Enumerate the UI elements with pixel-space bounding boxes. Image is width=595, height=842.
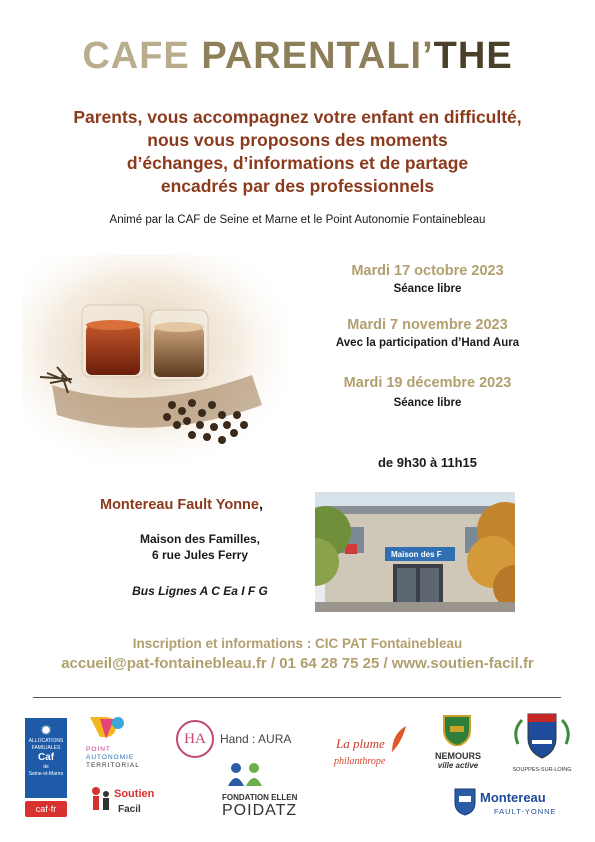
- street-address: 6 rue Jules Ferry: [151, 548, 249, 562]
- tea-coffee-photo: [22, 255, 292, 465]
- contact-info: accueil@pat-fontainebleau.fr / 01 64 28 75 25 / www.soutien-facil.fr: [61, 655, 534, 672]
- location-address: [110, 531, 290, 563]
- pat-mark-icon: [86, 713, 126, 741]
- bus-lines: Bus Lignes A C Ea I F G: [132, 584, 268, 598]
- animated-by-text: Animé par la CAF de Seine et Marne et le Point Autonomie Fontainebleau: [109, 214, 486, 226]
- session-note: Séance libre: [393, 283, 462, 295]
- inscription-info: Inscription et informations : CIC PAT Fontainebleau: [132, 636, 463, 651]
- session-note: Avec la participation d’Hand Aura: [335, 337, 520, 349]
- intro-line: encadrés par des professionnels: [160, 176, 435, 196]
- montereau-crest-icon: [454, 788, 476, 816]
- feather-icon: [388, 724, 410, 754]
- intro-line: nous vous proposons des moments: [147, 130, 448, 150]
- maison-des-familles-photo: [315, 492, 515, 612]
- point-autonomie-logo: POINT AUTONOMIE TERRITORIAL: [86, 713, 168, 773]
- caf-logo: ✹ ALLOCATIONS FAMILIALES Caf de Seine-et-Marne caf·fr: [25, 718, 67, 822]
- divider: [33, 697, 561, 698]
- souppes-crest-icon: [512, 710, 572, 762]
- page-title: CAFE PARENTALI’THE: [82, 35, 513, 77]
- venue-name: Maison des Familles,: [139, 532, 261, 546]
- poidatz-figures-icon: [226, 762, 266, 788]
- intro-text: [30, 106, 565, 198]
- session-date: Mardi 19 décembre 2023: [343, 375, 512, 391]
- session-hours: de 9h30 à 11h15: [377, 455, 477, 470]
- poidatz-logo: FONDATION ELLEN POIDATZ: [222, 762, 322, 824]
- soutien-figures-icon: [90, 786, 112, 814]
- location-city: Montereau Fault Yonne,: [100, 497, 264, 513]
- nemours-logo: NEMOURS ville active: [430, 712, 486, 780]
- session-date: Mardi 17 octobre 2023: [351, 263, 504, 279]
- la-plume-logo: La plume philanthrope: [330, 722, 410, 782]
- caf-emblem-icon: ✹: [40, 722, 52, 738]
- hand-aura-logo: HA Hand : AURA: [176, 720, 316, 760]
- session-date: Mardi 7 novembre 2023: [347, 317, 508, 333]
- session-note: Séance libre: [393, 397, 462, 409]
- souppes-logo: SOUPPES-SUR-LOING: [508, 710, 576, 778]
- intro-line: Parents, vous accompagnez votre enfant en difficulté,: [73, 107, 522, 127]
- montereau-logo: Montereau FAULT-YONNE: [454, 786, 574, 822]
- soutien-facil-logo: Soutien Facil: [90, 782, 160, 824]
- intro-line: d’échanges, d’informations et de partage: [126, 153, 469, 173]
- nemours-crest-icon: [442, 712, 472, 746]
- building-sign: Maison des F: [391, 550, 442, 559]
